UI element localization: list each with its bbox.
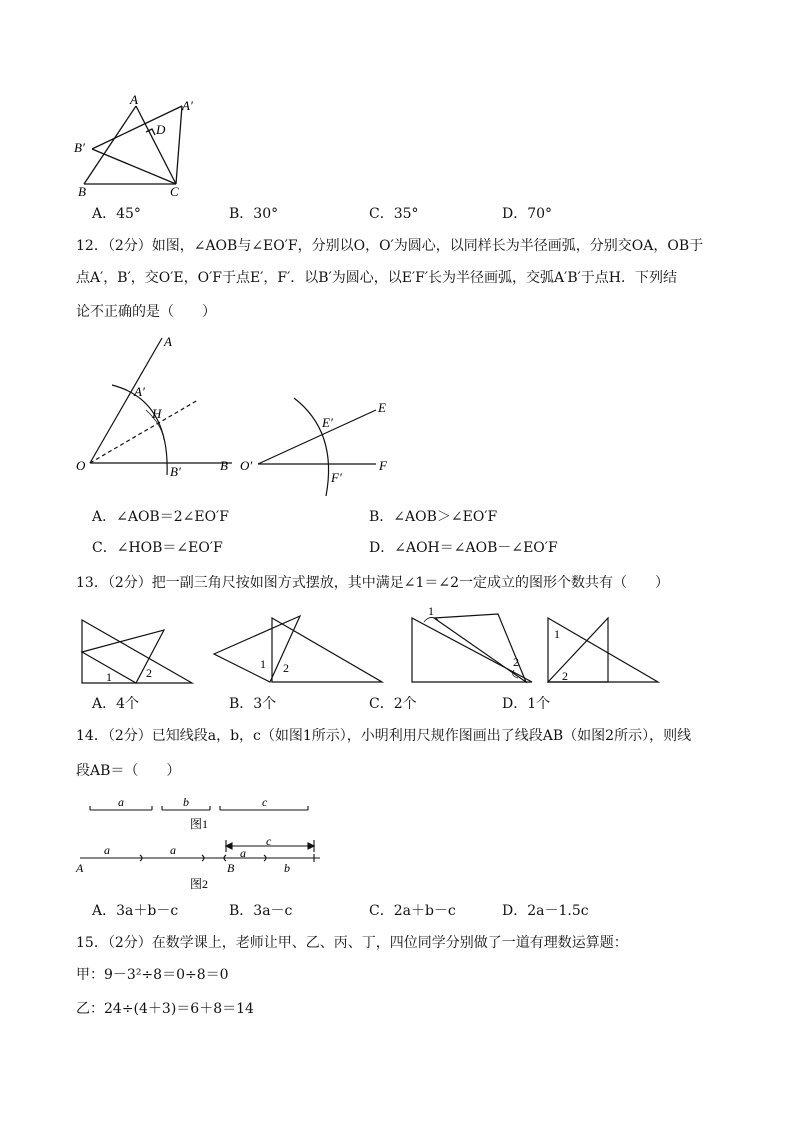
q14-fig1-seg-b: b xyxy=(183,795,189,809)
q13-figure-1 xyxy=(78,600,196,688)
q12-right-label-F: F xyxy=(379,458,387,473)
q13-fig1-angle2: 2 xyxy=(146,666,152,680)
q13-fig3-angle1: 1 xyxy=(428,604,434,618)
q11-label-B: B xyxy=(78,184,86,199)
q11-option-a[interactable]: A．45° xyxy=(92,206,141,222)
q13-figure-2 xyxy=(210,610,388,684)
q13-option-a[interactable]: A．4个 xyxy=(92,696,140,712)
q12-figure-right xyxy=(238,390,398,500)
q12-stem-line1: 12．（2分）如图，∠AOB与∠EO′F，分别以O，O′为圆心，以同样长为半径画弧，分别交OA，OB于 xyxy=(76,238,704,254)
q12-right-label-E-prime: E′ xyxy=(322,415,333,430)
q13-figure-3 xyxy=(408,604,536,686)
q14-fig2-label-a1: a xyxy=(104,843,110,857)
q12-left-label-A-prime: A′ xyxy=(134,384,145,399)
q11-label-B-prime: B′ xyxy=(74,140,85,155)
q14-fig2-label-B: B xyxy=(227,861,235,875)
q13-option-b[interactable]: B．3个 xyxy=(229,696,277,712)
q13-fig2-angle2: 2 xyxy=(283,661,289,675)
q12-figure-left xyxy=(70,330,240,480)
q14-figure-1 xyxy=(86,794,316,834)
q12-option-c[interactable]: C．∠HOB＝∠EO′F xyxy=(92,540,223,556)
q12-option-b[interactable]: B．∠AOB＞∠EO′F xyxy=(369,509,498,525)
q13-figure-4 xyxy=(544,614,664,686)
q15-line-jia: 甲：9－3²÷8＝0÷8＝0 xyxy=(76,967,229,983)
q11-label-A-prime: A′ xyxy=(182,98,193,113)
q14-stem-line1: 14．（2分）已知线段a，b，c（如图1所示），小明利用尺规作图画出了线段AB（如图2所示），则线 xyxy=(76,728,692,744)
q12-right-label-O-prime: O′ xyxy=(240,458,253,473)
q12-left-label-O: O xyxy=(76,458,86,473)
q13-fig4-angle2: 2 xyxy=(562,669,568,683)
q14-fig1-seg-a: a xyxy=(118,795,124,809)
q12-stem-line2: 点A′，B′，交O′E，O′F于点E′，F′．以B′为圆心，以E′F′长为半径画弧，交弧A′B′于点H．下列结 xyxy=(76,270,678,286)
q12-option-a[interactable]: A．∠AOB＝2∠EO′F xyxy=(92,509,229,525)
q12-stem-line3: 论不正确的是（ ） xyxy=(76,304,216,320)
q13-fig3-angle2: 2 xyxy=(513,655,519,669)
q12-left-label-H: H xyxy=(152,406,162,421)
q14-fig1-seg-c: c xyxy=(262,795,268,809)
q13-stem: 13．（2分）把一副三角尺按如图方式摆放，其中满足∠1＝∠2一定成立的图形个数共有（ ） xyxy=(76,575,669,591)
q14-option-b[interactable]: B．3a－c xyxy=(229,903,293,919)
q11-label-C: C xyxy=(170,184,179,199)
q14-fig2-label-a3: a xyxy=(240,846,246,860)
q13-fig2-angle1: 1 xyxy=(260,657,266,671)
q14-fig2-label-c: c xyxy=(266,836,272,848)
q14-stem-line2: 段AB＝（ ） xyxy=(76,763,181,779)
q12-left-label-A: A xyxy=(164,334,172,349)
q15-line-yi: 乙：24÷(4＋3)＝6＋8＝14 xyxy=(76,1001,254,1017)
q13-option-d[interactable]: D．1个 xyxy=(502,696,551,712)
q14-fig2-label-b: b xyxy=(284,861,290,875)
q11-label-D: D xyxy=(156,122,166,137)
q11-figure xyxy=(70,92,210,200)
q14-figure-2 xyxy=(74,836,326,892)
q11-option-b[interactable]: B．30° xyxy=(229,206,279,222)
q11-option-c[interactable]: C．35° xyxy=(369,206,419,222)
q15-stem: 15．（2分）在数学课上，老师让甲、乙、丙、丁，四位同学分别做了一道有理数运算题： xyxy=(76,935,628,951)
q14-option-c[interactable]: C．2a＋b－c xyxy=(369,903,456,919)
q13-fig1-angle1: 1 xyxy=(106,670,112,684)
q13-option-c[interactable]: C．2个 xyxy=(369,696,417,712)
q12-left-label-B: B xyxy=(220,458,228,473)
q11-label-A: A xyxy=(130,92,138,107)
q14-option-a[interactable]: A．3a＋b－c xyxy=(92,903,179,919)
q12-right-label-E: E xyxy=(378,400,386,415)
q14-option-d[interactable]: D．2a－1.5c xyxy=(502,903,589,919)
q11-option-d[interactable]: D．70° xyxy=(502,206,553,222)
q12-option-d[interactable]: D．∠AOH＝∠AOB－∠EO′F xyxy=(369,540,558,556)
q12-right-label-F-prime: F′ xyxy=(331,470,342,485)
q14-fig1-caption: 图1 xyxy=(190,817,209,831)
q14-fig2-label-a2: a xyxy=(170,843,176,857)
q13-fig4-angle1: 1 xyxy=(554,627,560,641)
q14-fig2-caption: 图2 xyxy=(190,877,209,891)
q12-left-label-B-prime: B′ xyxy=(170,464,181,479)
q14-fig2-label-A: A xyxy=(76,861,84,875)
